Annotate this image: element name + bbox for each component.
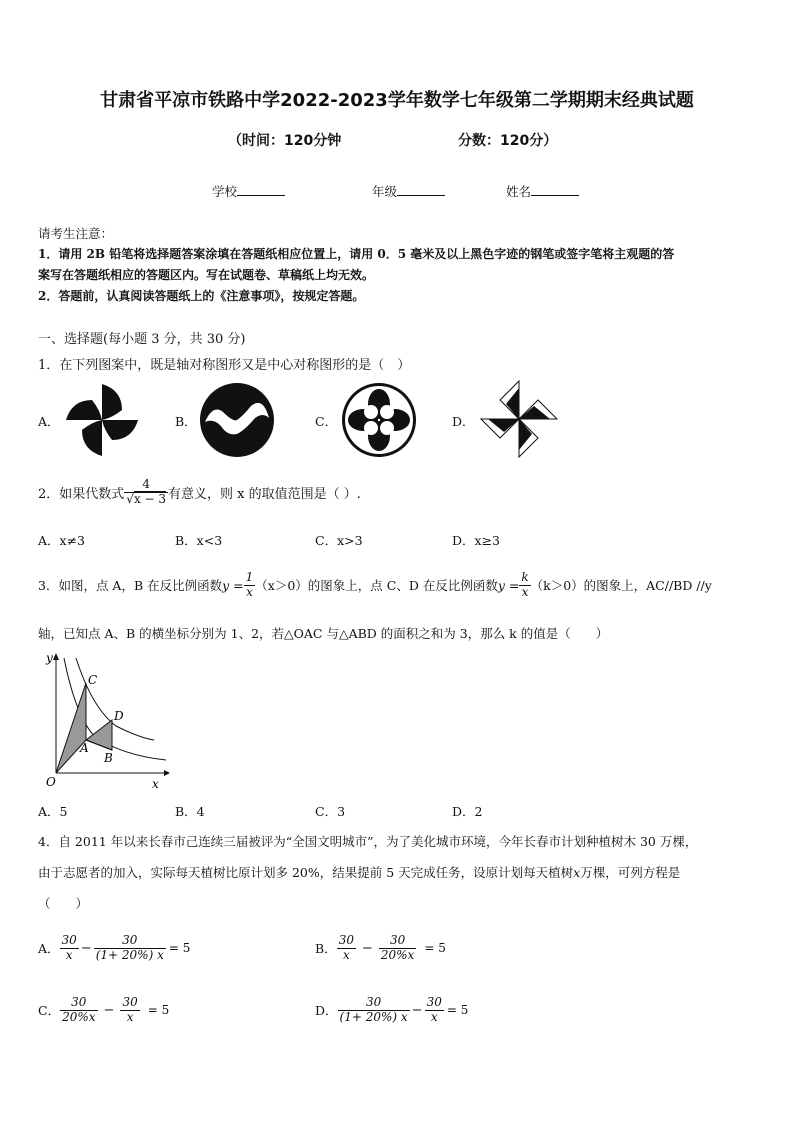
q3-option-c[interactable]: C．3 xyxy=(315,804,346,819)
q3-line-1-a: 3．如图，点 A，B 在反比例函数 xyxy=(38,578,223,593)
q2-option-d[interactable]: D．x≥3 xyxy=(452,533,500,548)
q2-option-c[interactable]: C．x>3 xyxy=(315,533,363,548)
name-label: 姓名 xyxy=(506,184,532,199)
q4-line-3: （ ） xyxy=(38,896,89,911)
school-field xyxy=(212,182,285,200)
wave-circle-icon xyxy=(199,382,275,458)
q3-line-1-c: （k＞0）的图象上，AC//BD //y xyxy=(530,578,712,593)
q4-a-frac-2 xyxy=(94,934,166,961)
q4-b-rhs: = 5 xyxy=(424,941,446,955)
q4-b-op: − xyxy=(361,940,373,956)
q4-c-op: − xyxy=(103,1002,115,1018)
q4-option-a-label: A． xyxy=(38,941,60,956)
q4-d-n1: 30 xyxy=(365,995,382,1010)
q4-b-frac-2 xyxy=(379,934,416,961)
q2-fraction xyxy=(124,478,168,505)
four-petal-circle-icon xyxy=(341,382,417,458)
q3-label-o: O xyxy=(46,775,56,788)
q3-fn1-den: x xyxy=(244,585,256,599)
q4-line-1: 4．自 2011 年以来长春市己连续三届被评为“全国文明城市”，为了美化城市环境，今年长春市计划种植树木 30 万棵， xyxy=(38,834,698,849)
q3-fn2-den: x xyxy=(519,585,530,599)
q4-b-n2: 30 xyxy=(389,933,406,948)
q3-label-c: C xyxy=(88,673,98,687)
q4-c-n1: 30 xyxy=(71,995,87,1010)
q3-fn1-fraction xyxy=(244,571,256,598)
grade-field xyxy=(372,182,445,200)
q2-stem-pre: 2．如果代数式 xyxy=(38,486,125,502)
q3-label-b: B xyxy=(104,751,113,765)
notice-heading: 请考生注意： xyxy=(38,226,114,241)
q4-b-n1: 30 xyxy=(338,933,354,948)
q2-stem-post: 有意义，则 x 的取值范围是（ ）. xyxy=(168,486,361,502)
q4-option-b[interactable] xyxy=(315,928,446,968)
q3-label-y: y xyxy=(46,651,53,665)
q4-c-n2: 30 xyxy=(122,995,138,1010)
page-title: 甘肃省平凉市铁路中学2022-2023学年数学七年级第二学期期末经典试题 xyxy=(100,90,694,111)
q2-stem xyxy=(38,472,361,512)
q4-option-d-label: D． xyxy=(315,1003,338,1018)
q1-option-c[interactable]: C． xyxy=(315,414,338,429)
name-field xyxy=(506,182,579,200)
q3-line-1-b: （x＞0）的图象上，点 C、D 在反比例函数 xyxy=(255,578,498,593)
q3-fn1-lhs: y = xyxy=(222,577,244,593)
q3-line-2: 轴，已知点 A、B 的横坐标分别为 1、2，若△OAC 与△ABD 的面积之和为 3，那么 k 的值是（ ） xyxy=(38,626,609,641)
q4-c-frac-2 xyxy=(120,996,139,1023)
q4-line-2-b: 万棵，可列方程是 xyxy=(580,865,681,880)
q2-option-a[interactable]: A．x≠3 xyxy=(38,533,86,548)
q4-a-rhs: = 5 xyxy=(168,941,191,955)
notice-item-1-line-2: 案写在答题纸相应的答题区内。写在试题卷、草稿纸上均无效。 xyxy=(38,268,375,282)
exam-time: （时间：120分钟 xyxy=(228,133,342,149)
q4-d-n2: 30 xyxy=(426,995,442,1010)
q3-option-b[interactable]: B．4 xyxy=(175,804,205,819)
q3-label-d: D xyxy=(114,709,124,723)
q4-a-n2: 30 xyxy=(122,933,138,948)
q2-option-b[interactable]: B．x<3 xyxy=(175,533,223,548)
q2-frac-radicand: x − 3 xyxy=(133,491,167,506)
q3-label-a: A xyxy=(80,741,89,755)
q2-frac-denominator: √x − 3 xyxy=(126,491,167,506)
q3-label-x: x xyxy=(152,777,159,788)
q4-option-c[interactable] xyxy=(38,990,169,1030)
q4-line-2 xyxy=(38,863,680,881)
q3-fn2-fraction xyxy=(519,571,530,598)
q4-option-b-label: B． xyxy=(315,941,337,956)
q3-figure xyxy=(36,648,176,788)
q3-option-d[interactable]: D．2 xyxy=(452,804,483,819)
q4-line-2-a: 由于志愿者的加入，实际每天植树比原计划多 20%，结果提前 5 天完成任务，设原计划每天植树 xyxy=(38,865,574,880)
q4-d-frac-2 xyxy=(425,996,444,1023)
grade-blank[interactable] xyxy=(397,183,445,196)
q4-a-d2: (1+ 20%) x xyxy=(95,947,164,962)
q1-option-d[interactable]: D． xyxy=(452,414,475,429)
q4-c-d2: x xyxy=(120,1010,139,1024)
q2-frac-numerator: 4 xyxy=(142,477,150,492)
q4-option-d[interactable] xyxy=(315,990,468,1030)
notice-item-2: 2．答题前，认真阅读答题纸上的《注意事项》，按规定答题。 xyxy=(38,289,365,303)
q1-option-a[interactable]: A． xyxy=(38,414,60,429)
q4-c-rhs: = 5 xyxy=(147,1003,170,1017)
q4-d-op: − xyxy=(411,1002,423,1018)
school-blank[interactable] xyxy=(237,183,285,196)
school-label: 学校 xyxy=(212,184,238,199)
name-blank[interactable] xyxy=(531,183,579,196)
q4-a-d1: x xyxy=(60,948,79,962)
q3-option-a[interactable]: A．5 xyxy=(38,804,68,819)
q4-b-d2: 20%x xyxy=(380,947,415,962)
q3-fn2-lhs: y = xyxy=(497,577,520,593)
pinwheel-curved-icon xyxy=(64,382,140,458)
exam-score: 分数：120分） xyxy=(458,133,558,149)
q3-fn1-num: 1 xyxy=(245,570,254,585)
q4-a-frac-1 xyxy=(60,934,79,961)
section-heading: 一、选择题(每小题 3 分，共 30 分) xyxy=(38,332,246,347)
q3-line-1 xyxy=(38,566,712,604)
q4-b-frac-1 xyxy=(337,934,356,961)
q4-d-d2: x xyxy=(425,1010,444,1024)
q1-option-b[interactable]: B． xyxy=(175,414,197,429)
q4-line-2-var: x xyxy=(573,865,581,880)
q4-d-frac-1 xyxy=(338,996,410,1023)
q4-d-d1: (1+ 20%) x xyxy=(339,1009,408,1024)
notice-item-1-line-1: 1．请用 2B 铅笔将选择题答案涂填在答题纸相应位置上，请用 0．5 毫米及以上黑色字迹的钢笔或签字笔将主观题的答 xyxy=(38,247,675,261)
q4-b-d1: x xyxy=(337,948,356,962)
pinwheel-triangles-icon xyxy=(478,378,560,460)
q4-c-d1: 20%x xyxy=(62,1009,96,1024)
q4-a-n1: 30 xyxy=(61,933,77,948)
q3-fn2-num: k xyxy=(521,570,529,585)
q4-a-op: − xyxy=(80,940,92,956)
q4-d-rhs: = 5 xyxy=(446,1003,469,1017)
q4-c-frac-1 xyxy=(60,996,97,1023)
q4-option-c-label: C． xyxy=(38,1003,61,1018)
grade-label: 年级 xyxy=(372,184,398,199)
q1-stem: 1．在下列图案中，既是轴对称图形又是中心对称图形的是（ ） xyxy=(38,358,411,373)
q4-option-a[interactable] xyxy=(38,928,190,968)
